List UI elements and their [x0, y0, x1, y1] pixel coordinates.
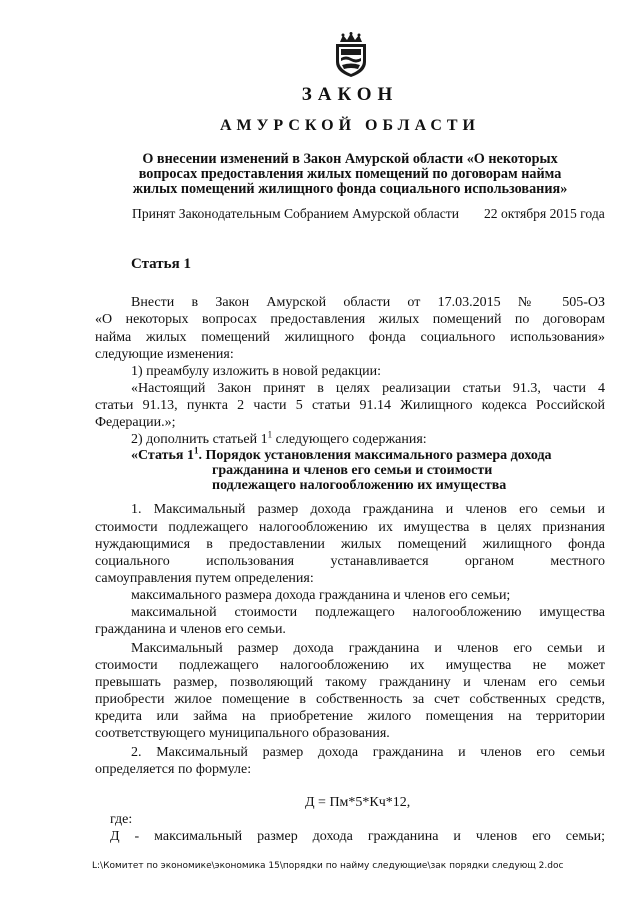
- paragraph-line: кредита или займа на приобретение жилого помещения на территории: [95, 709, 605, 724]
- paragraph-line: приобрести жилое помещение в собственность за счет собственных средств,: [95, 692, 605, 707]
- paragraph-line: превышать размер, позволяющий такому гражданину и членам его семьи: [95, 675, 605, 690]
- paragraph-line: самоуправления путем определения:: [95, 571, 314, 586]
- paragraph-line: 1. Максимальный размер дохода гражданина и членов его семьи и: [131, 502, 605, 517]
- article-heading: Статья 1: [131, 256, 191, 272]
- adopted-by: Принят Законодательным Собранием Амурской области: [132, 206, 460, 221]
- new-article-heading: «Статья $1^1$. Порядок установления максимального размера дохода: [131, 445, 552, 463]
- paragraph-line: нуждающимися в предоставлении жилых помещений жилищного фонда: [95, 537, 605, 552]
- intro-line: «О некоторых вопросах предоставления жилых помещений по договорам: [95, 312, 605, 327]
- formula: Д = Пм*5*Кч*12,: [305, 795, 411, 810]
- paragraph-line: определяется по формуле:: [95, 762, 252, 777]
- document-title: ЗАКОН: [301, 84, 399, 105]
- adopted-date: 22 октября 2015 года: [484, 206, 605, 221]
- paragraph-line: максимального размера дохода гражданина и членов его семьи;: [131, 588, 511, 603]
- paragraph-line: Максимальный размер дохода гражданина и членов его семьи и: [131, 641, 605, 656]
- item-2: 2) дополнить статьей $1^1$ следующего содержания:: [131, 429, 427, 447]
- item-1-text: «Настоящий Закон принят в целях реализации статьи 91.3, части 4: [131, 381, 605, 396]
- intro-line: найма жилых помещений жилищного фонда социального использования»: [95, 330, 605, 345]
- law-subject: О внесении изменений в Закон Амурской области «О некоторых вопросах предоставления жилых помещений по договорам найма жилых помещений жилищного фонда социального использования»: [132, 151, 568, 197]
- item-1: 1) преамбулу изложить в новой редакции:: [131, 364, 382, 379]
- item-1-text: Федерации.»;: [95, 415, 176, 430]
- new-article-heading-line: подлежащего налогообложению их имущества: [212, 478, 507, 493]
- coat-of-arms-icon: [330, 32, 372, 78]
- paragraph-line: максимальной стоимости подлежащего налогообложению имущества: [131, 605, 605, 620]
- paragraph-line: 2. Максимальный размер дохода гражданина и членов его семьи: [131, 745, 605, 760]
- intro-line: следующие изменения:: [95, 347, 234, 362]
- paragraph-line: соответствующего муниципального образования.: [95, 726, 390, 741]
- paragraph-line: стоимости подлежащего налогообложению их имущества в целях признания: [95, 520, 605, 535]
- new-article-heading-line: гражданина и членов его семьи и стоимости: [212, 463, 493, 478]
- definition-d: Д - максимальный размер дохода гражданина и членов его семьи;: [110, 829, 605, 844]
- document-region: АМУРСКОЙ ОБЛАСТИ: [220, 117, 480, 134]
- file-path-footer: L:\Комитет по экономике\экономика 15\порядки по найму следующие\зак порядки следующ 2.doc: [92, 861, 564, 871]
- intro-line: Внести в Закон Амурской области от 17.03.2015 № 505-ОЗ: [131, 295, 605, 310]
- item-1-text: статьи 91.13, пункта 2 части 5 статьи 91.14 Жилищного кодекса Российской: [95, 398, 605, 413]
- paragraph-line: стоимости подлежащего налогообложению их имущества не может: [95, 658, 605, 673]
- paragraph-line: социального использования устанавливается органом местного: [95, 554, 605, 569]
- where-label: где:: [110, 812, 133, 827]
- paragraph-line: гражданина и членов его семьи.: [95, 622, 286, 637]
